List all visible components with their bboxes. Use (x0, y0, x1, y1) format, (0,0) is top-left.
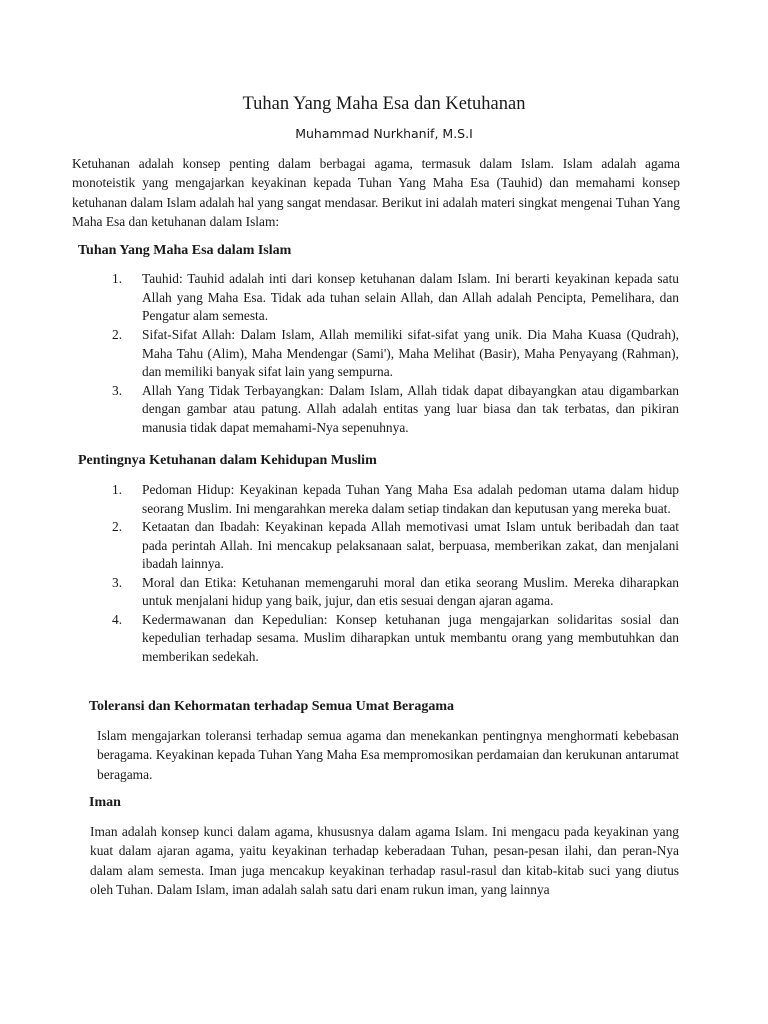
list-item-number: 1. (112, 271, 123, 286)
toleransi-paragraph: Islam mengajarkan toleransi terhadap semua agama dan menekankan pentingnya menghormati kebebasan beragama. Keyakinan kepada Tuhan Yang Maha Esa mempromosikan perdamaian dan kerukunan antarumat beragama. (97, 728, 679, 782)
list-item-number: 3. (112, 382, 123, 398)
list-item (112, 611, 679, 667)
list-item-number: 2. (112, 327, 123, 342)
document-author: Muhammad Nurkhanif, M.S.I (295, 126, 473, 141)
list-item (112, 382, 679, 438)
list-item (112, 481, 679, 518)
list-item (112, 518, 679, 574)
list-item-number: 4. (112, 611, 123, 627)
section-heading-toleransi: Toleransi dan Kehormatan terhadap Semua Umat Beragama (89, 699, 455, 714)
list-item-number: 1. (112, 482, 123, 497)
section-heading-tuhan: Tuhan Yang Maha Esa dalam Islam (78, 243, 292, 258)
tuhan-list (112, 270, 679, 437)
section-heading-iman: Iman (89, 795, 121, 810)
list-item-text: Sifat-Sifat Allah: Dalam Islam, Allah memiliki sifat-sifat yang unik. Dia Maha Kuasa (Qudrah), Maha Tahu (Alim), Maha Mendengar (Sami'), Maha Melihat (Basir), Maha Penyayang (Rahman), dan memiliki banyak sifat lain yang sempurna. (142, 327, 679, 379)
pentingnya-list (112, 481, 679, 666)
list-item-text: Kedermawanan dan Kepedulian: Konsep ketuhanan juga mengajarkan solidaritas sosial dan kepedulian terhadap sesama. Muslim diharapkan untuk membantu orang yang membutuhkan dan memberikan sedekah. (142, 611, 679, 664)
list-item-text: Allah Yang Tidak Terbayangkan: Dalam Islam, Allah tidak dapat dibayangkan atau digambarkan dengan gambar atau patung. Allah adalah entitas yang luar biasa dan tak terbatas, dan pikiran manusia tidak dapat memahami-Nya sepenuhnya. (142, 382, 679, 435)
list-item-number: 2. (112, 519, 123, 534)
list-item (112, 326, 679, 382)
list-item-text: Ketaatan dan Ibadah: Keyakinan kepada Allah memotivasi umat Islam untuk beribadah dan taat pada perintah Allah. Ini mencakup pelaksanaan salat, berpuasa, memberikan zakat, dan menjalani ibadah lainnya. (142, 519, 679, 571)
list-item-text: Pedoman Hidup: Keyakinan kepada Tuhan Yang Maha Esa adalah pedoman utama dalam hidup seorang Muslim. Ini mengarahkan mereka dalam setiap tindakan dan keputusan yang mereka buat. (142, 482, 679, 516)
section-heading-pentingnya: Pentingnya Ketuhanan dalam Kehidupan Muslim (78, 453, 377, 468)
document-title: Tuhan Yang Maha Esa dan Ketuhanan (242, 94, 526, 114)
list-item-number: 3. (112, 574, 123, 590)
iman-paragraph: Iman adalah konsep kunci dalam agama, khususnya dalam agama Islam. Ini mengacu pada keyakinan yang kuat dalam ajaran agama, yaitu keyakinan terhadap keberadaan Tuhan, pesan-pesan ilahi, dan peran-Nya dalam alam semesta. Iman juga mencakup keyakinan terhadap rasul-rasul dan kitab-kitab suci yang diutus oleh Tuhan. Dalam Islam, iman adalah salah satu dari enam rukun iman, yang lainnya (90, 824, 679, 898)
intro-paragraph: Ketuhanan adalah konsep penting dalam berbagai agama, termasuk dalam Islam. Islam adalah agama monoteistik yang mengajarkan keyakinan kepada Tuhan Yang Maha Esa (Tauhid) dan memahami konsep ketuhanan dalam Islam adalah hal yang sangat mendasar. Berikut ini adalah materi singkat mengenai Tuhan Yang Maha Esa dan ketuhanan dalam Islam: (72, 156, 681, 230)
list-item (112, 270, 679, 326)
list-item (112, 574, 679, 611)
list-item-text: Moral dan Etika: Ketuhanan memengaruhi moral dan etika seorang Muslim. Mereka diharapkan untuk menjalani hidup yang baik, jujur, dan etis sesuai dengan ajaran agama. (142, 574, 679, 608)
list-item-text: Tauhid: Tauhid adalah inti dari konsep ketuhanan dalam Islam. Ini berarti keyakinan kepada satu Allah yang Maha Esa. Tidak ada tuhan selain Allah, dan Allah adalah Pencipta, Pemelihara, dan Pengatur alam semesta. (142, 271, 679, 323)
